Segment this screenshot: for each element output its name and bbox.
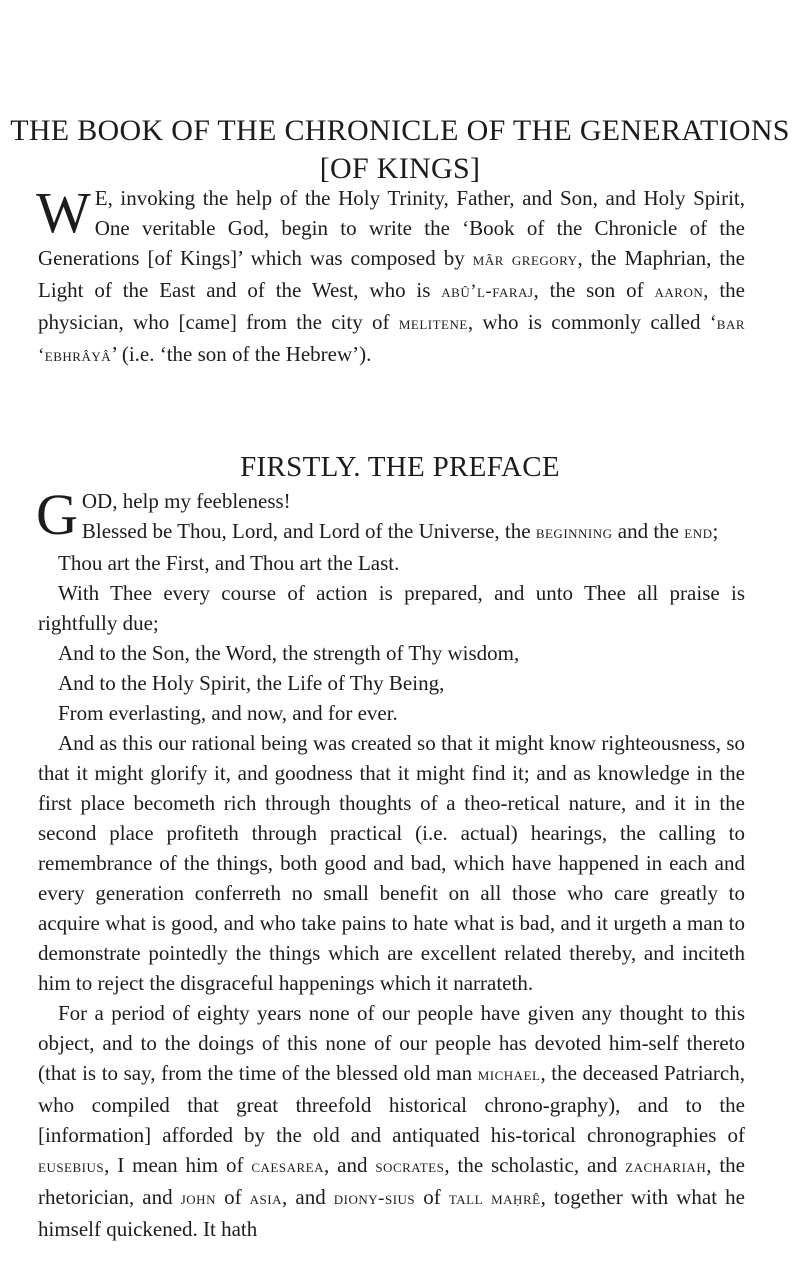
- preface-paragraph: [38, 998, 745, 1244]
- preface-text: For a period of eighty years none of our people have given any thought to this object, and to the doings of this none of our people has devoted him-self thereto (that is to say, from the time of the blessed old man: [38, 1001, 745, 1085]
- preface-paragraph: From everlasting, and now, and for ever.: [58, 701, 398, 725]
- name-michael: michael: [477, 1064, 541, 1085]
- name-zachariah: zachariah: [625, 1156, 707, 1177]
- name-melitene: melitene: [398, 313, 468, 334]
- name-dionysius: diony-sius: [333, 1188, 416, 1209]
- preface-text: of: [215, 1185, 250, 1209]
- preface-line: ;: [712, 519, 719, 543]
- preface-paragraph: And to the Son, the Word, the strength of Thy wisdom,: [58, 641, 520, 665]
- name-asia: asia: [249, 1188, 283, 1209]
- name-socrates: socrates: [375, 1156, 445, 1177]
- name-abul-faraj: abû’l-faraj: [441, 281, 534, 302]
- intro-text: ’ (i.e. ‘the son of the Hebrew’).: [111, 342, 372, 366]
- intro-text: , the Maphrian, the Light of the East and of the West, who is: [38, 246, 746, 302]
- intro-text: E, invoking the help of the Holy Trinity, Father, and Son, and Holy Spirit, One veritable God, begin to write the ‘Book of the Chronicle of the Generations [of Kings]’ which was composed by: [38, 186, 745, 270]
- preface-paragraph: Thou art the First, and Thou art the Last.: [58, 551, 400, 575]
- intro-text: , who is commonly called ‘: [467, 310, 717, 334]
- preface-paragraph: And as this our rational being was created so that it might know righteousness, so that it might glorify it, and goodness that it might find it; and as knowledge in the first place becometh rich through thoughts of a theo-retical nature, and it in the second place profiteth through practical (i.e. actual) hearings, the calling to remembrance of the things, both good and bad, which have happened in each and every generation conferreth no small benefit on all those who care greatly to acquire what is good, and who take pains to hate what is bad, and it urgeth a man to demonstrate pointedly the things which are excellent related thereby, and inciteth him to reject the disgraceful happenings which it narrateth.: [38, 731, 745, 995]
- name-caesarea: caesarea: [251, 1156, 324, 1177]
- preface-text: , the deceased Patriarch, who compiled that great threefold historical chrono-graphy), and to the [information] afforded by the old and antiquated his-torical chronographies of: [38, 1061, 745, 1147]
- preface-text: , and: [282, 1185, 334, 1209]
- intro-paragraph: [36, 180, 746, 371]
- word-end: end: [684, 522, 713, 543]
- preface-text: , the scholastic, and: [444, 1153, 626, 1177]
- preface-text: , together with what he himself quickened. It hath: [38, 1185, 746, 1241]
- intro-text: , the physician, who [came] from the city of: [38, 278, 746, 334]
- preface-text: , and: [324, 1153, 376, 1177]
- preface-line: Blessed be Thou, Lord, and Lord of the Universe, the: [81, 519, 536, 543]
- preface-line: OD, help my feebleness!: [81, 489, 291, 513]
- name-tall-mahre: tall maḥrê: [448, 1188, 541, 1209]
- intro-dropcap: W: [36, 180, 91, 245]
- name-eusebius: eusebius: [38, 1156, 105, 1177]
- preface-line: and the: [612, 519, 685, 543]
- page-title: THE BOOK OF THE CHRONICLE OF THE GENERATIONS [OF KINGS]: [10, 114, 790, 185]
- preface-paragraph: And to the Holy Spirit, the Life of Thy Being,: [58, 671, 445, 695]
- preface-paragraph: With Thee every course of action is prepared, and unto Thee all praise is rightfully due;: [38, 581, 745, 635]
- preface-text: of: [415, 1185, 449, 1209]
- preface-text: , I mean him of: [104, 1153, 252, 1177]
- preface-body: [36, 482, 746, 1244]
- name-bar-ebhraya: bar ‘ebhrâyâ: [38, 313, 746, 366]
- intro-text: , the son of: [533, 278, 655, 302]
- name-mar-gregory: mâr gregory: [472, 249, 578, 270]
- section-heading: FIRSTLY. THE PREFACE: [240, 451, 560, 483]
- name-aaron: aaron: [654, 281, 704, 302]
- preface-opening: [36, 482, 745, 548]
- preface-dropcap: G: [36, 482, 78, 547]
- name-john: john: [180, 1188, 216, 1209]
- word-beginning: beginning: [535, 522, 613, 543]
- preface-text: , the rhetorician, and: [38, 1153, 745, 1209]
